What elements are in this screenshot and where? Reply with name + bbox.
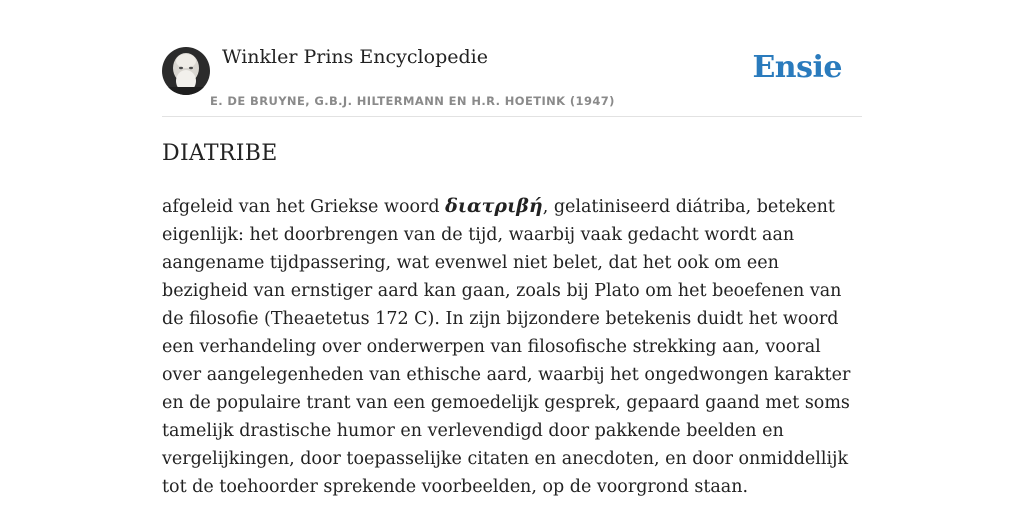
publication-header	[162, 40, 862, 117]
entry-text-after: , gelatiniseerd diátriba, betekent eigenlijk: het doorbrengen van de tijd, waarbij vaak gedacht wordt aan aangename tijdpassering, wat evenwel niet belet, dat het ook om een bezigheid van ernstiger aard kan gaan, zoals bij Plato om het beoefenen van de filosofie (Theaetetus 172 C). In zijn bijzondere betekenis duidt het woord een verhandeling over onderwerpen van filosofische strekking aan, vooral over aangelegenheden van ethische aard, waarbij het ongedwongen karakter en de populaire trant van een gemoedelijk gesprek, gepaard gaand met soms tamelijk drastische humor en verlevendigd door pakkende beelden en vergelijkingen, door toepasselijke citaten en anecdoten, en door onmiddellijk tot de toehoorder sprekende voorbeelden, op de voorgrond staan.	[162, 197, 851, 497]
entry-text-before: afgeleid van het Griekse woord	[162, 197, 446, 217]
publication-title[interactable]: Winkler Prins Encyclopedie	[222, 46, 488, 68]
publication-authors: E. DE BRUYNE, G.B.J. HILTERMANN EN H.R. HOETINK (1947)	[210, 94, 615, 108]
author-avatar[interactable]	[162, 47, 210, 95]
entry-body	[162, 192, 862, 501]
portrait-image	[162, 47, 210, 95]
brand-logo[interactable]: Ensie	[752, 50, 842, 85]
entry-title: DIATRIBE	[162, 141, 278, 166]
greek-word: διατριβή	[445, 195, 543, 217]
